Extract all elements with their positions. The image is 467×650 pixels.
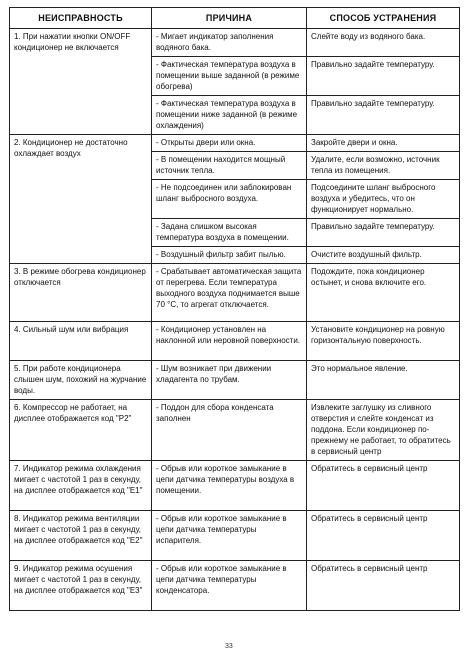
- page-number: 33: [225, 643, 233, 650]
- solution-cell: Установите кондиционер на ровную горизонтальную поверхность.: [307, 322, 460, 361]
- header-cause: ПРИЧИНА: [152, 8, 307, 29]
- problem-cell: 2. Кондиционер не достаточно охлаждает воздух: [10, 135, 152, 264]
- problem-cell: 9. Индикатор режима осушения мигает с частотой 1 раз в секунду, на дисплее отображается код "Е3": [10, 561, 152, 611]
- solution-cell: Удалите, если возможно, источник тепла из помещения.: [307, 152, 460, 180]
- cause-cell: - Обрыв или короткое замыкание в цепи датчика температуры конденсатора.: [152, 561, 307, 611]
- cause-cell: - Открыты двери или окна.: [152, 135, 307, 152]
- cause-cell: - Воздушный фильтр забит пылью.: [152, 247, 307, 264]
- solution-cell: Очистите воздушный фильтр.: [307, 247, 460, 264]
- problem-cell: 5. При работе кондиционера слышен шум, похожий на журчание воды.: [10, 361, 152, 400]
- table-body: [10, 29, 460, 611]
- cause-cell: - Фактическая температура воздуха в помещении выше заданной (в режиме обогрева): [152, 57, 307, 96]
- solution-cell: Подсоедините шланг выбросного воздуха и убедитесь, что он функционирует нормально.: [307, 180, 460, 219]
- solution-cell: Обратитесь в сервисный центр: [307, 461, 460, 511]
- cause-cell: - В помещении находится мощный источник тепла.: [152, 152, 307, 180]
- solution-cell: Правильно задайте температуру.: [307, 219, 460, 247]
- problem-cell: 1. При нажатии кнопки ON/OFF кондиционер не включается: [10, 29, 152, 135]
- solution-cell: Извлеките заглушку из сливного отверстия и слейте конденсат из поддона. Если кондиционер по-прежнему не работает, то обратитесь в сервисный центр: [307, 400, 460, 461]
- solution-cell: Закройте двери и окна.: [307, 135, 460, 152]
- problem-cell: 6. Компрессор не работает, на дисплее отображается код "Р2": [10, 400, 152, 461]
- cause-cell: - Обрыв или короткое замыкание в цепи датчика температуры испарителя.: [152, 511, 307, 561]
- solution-cell: Подождите, пока кондиционер остынет, и снова включите его.: [307, 264, 460, 322]
- problem-cell: 7. Индикатор режима охлаждения мигает с частотой 1 раз в секунду, на дисплее отображается код "Е1": [10, 461, 152, 511]
- problem-cell: 4. Сильный шум или вибрация: [10, 322, 152, 361]
- cause-cell: - Срабатывает автоматическая защита от перегрева. Если температура выходного воздуха поднимается выше 70 °С, то агрегат отключается.: [152, 264, 307, 322]
- header-solution: СПОСОБ УСТРАНЕНИЯ: [307, 8, 460, 29]
- solution-cell: Обратитесь в сервисный центр: [307, 561, 460, 611]
- table-row: [10, 511, 460, 561]
- table-row: [10, 461, 460, 511]
- solution-cell: Слейте воду из водяного бака.: [307, 29, 460, 57]
- problem-cell: 8. Индикатор режима вентиляции мигает с частотой 1 раз в секунду, на дисплее отображается код "Е2": [10, 511, 152, 561]
- cause-cell: - Обрыв или короткое замыкание в цепи датчика температуры воздуха в помещении.: [152, 461, 307, 511]
- solution-cell: Обратитесь в сервисный центр: [307, 511, 460, 561]
- header-problem: НЕИСПРАВНОСТЬ: [10, 8, 152, 29]
- table-row: [10, 322, 460, 361]
- troubleshooting-table: [9, 7, 460, 611]
- solution-cell: Это нормальное явление.: [307, 361, 460, 400]
- table-row: [10, 29, 460, 57]
- cause-cell: - Кондиционер установлен на наклонной или неровной поверхности.: [152, 322, 307, 361]
- table-row: [10, 135, 460, 152]
- solution-cell: Правильно задайте температуру.: [307, 57, 460, 96]
- cause-cell: - Не подсоединен или заблокирован шланг выбросного воздуха.: [152, 180, 307, 219]
- cause-cell: - Шум возникает при движении хладагента по трубам.: [152, 361, 307, 400]
- cause-cell: - Фактическая температура воздуха в помещении ниже заданной (в режиме охлаждения): [152, 96, 307, 135]
- cause-cell: - Мигает индикатор заполнения водяного бака.: [152, 29, 307, 57]
- table-row: [10, 400, 460, 461]
- table-row: [10, 264, 460, 322]
- cause-cell: - Задана слишком высокая температура воздуха в помещении.: [152, 219, 307, 247]
- problem-cell: 3. В режиме обогрева кондиционер отключается: [10, 264, 152, 322]
- cause-cell: - Поддон для сбора конденсата заполнен: [152, 400, 307, 461]
- solution-cell: Правильно задайте температуру.: [307, 96, 460, 135]
- header-row: [10, 8, 460, 29]
- table-row: [10, 561, 460, 611]
- table-row: [10, 361, 460, 400]
